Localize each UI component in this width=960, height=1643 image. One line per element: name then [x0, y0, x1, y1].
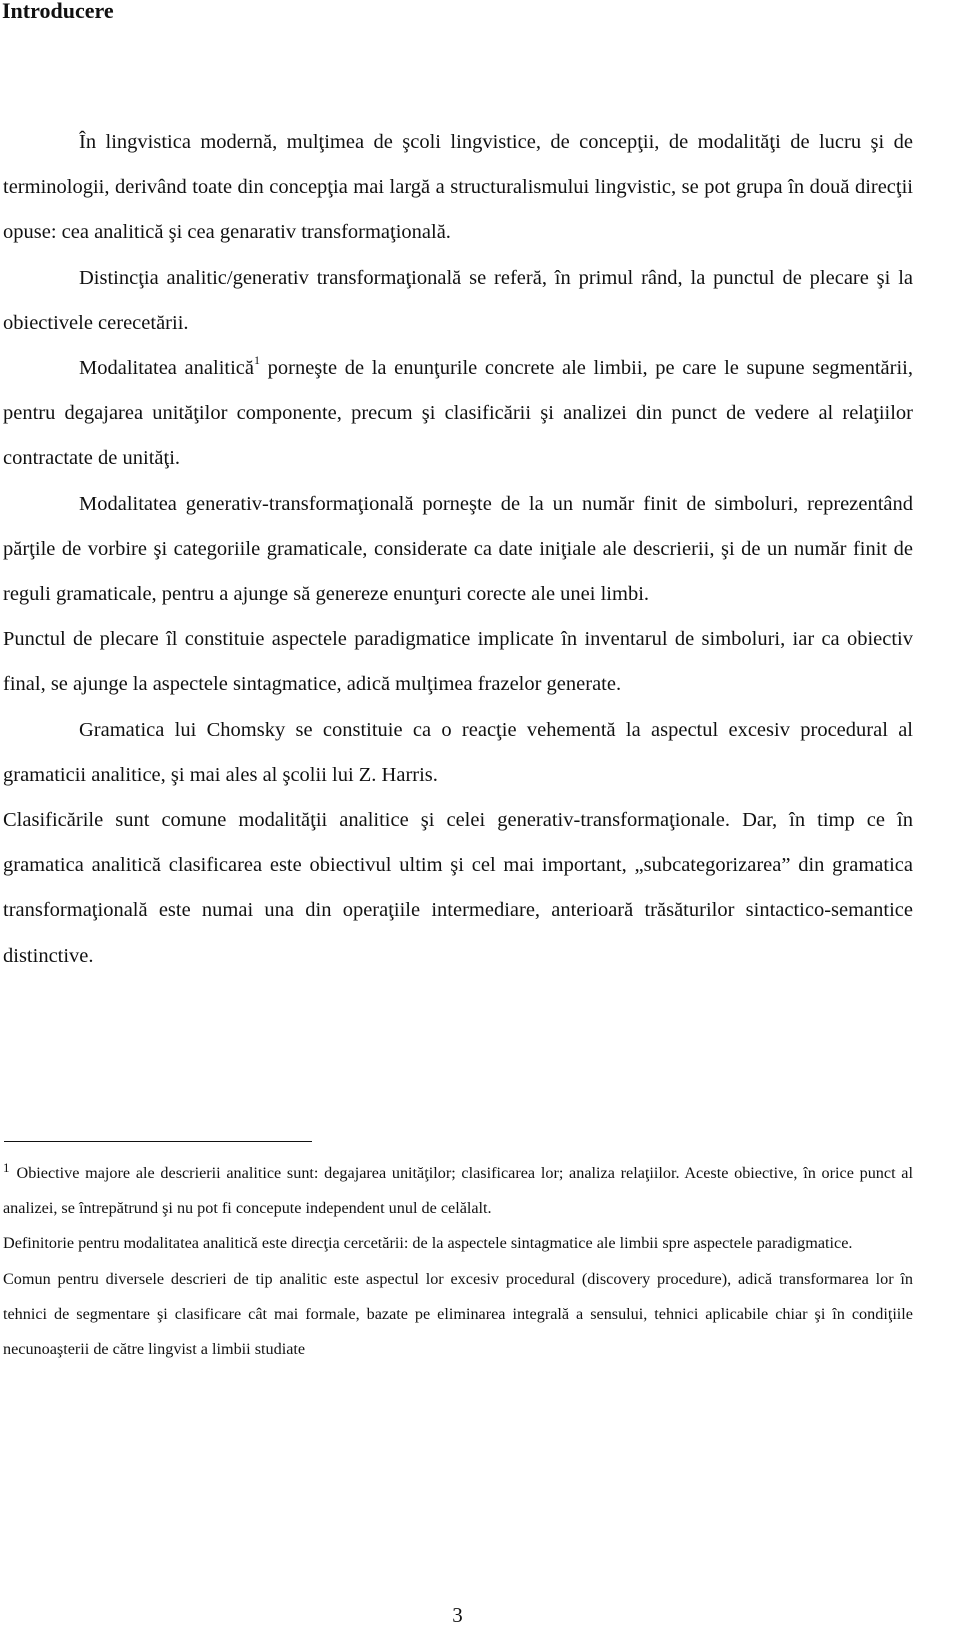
footnote-reference[interactable]: 1 [253, 353, 260, 368]
paragraph-5: Punctul de plecare îl constituie aspectele paradigmatice implicate în inventarul de simboluri, iar ca obiectiv final, se ajunge la aspectele sintagmatice, adică mulţimea frazelor generate. [3, 628, 913, 696]
footnote-1 [3, 1156, 913, 1226]
paragraph-3 [3, 346, 913, 482]
footnote-number: 1 [3, 1159, 10, 1175]
paragraph-2: Distincţia analitic/generativ transformaţională se referă, în primul rând, la punctul de plecare şi la obiectivele cerecetării. [3, 266, 913, 334]
paragraph-7: Clasificările sunt comune modalităţii analitice şi celei generativ-transformaţionale. Dar, în timp ce în gramatica analitică clasificarea este obiectivul ultim şi cel mai important, „subcategorizarea” din gramatica transformaţională este numai una din operaţiile intermediare, anterioară trăsăturilor sintactico-semantice distinctive. [3, 809, 913, 967]
paragraph-3-rest: porneşte de la enunţurile concrete ale limbii, pe care le supune segmentării, pentru degajarea unităţilor componente, precum şi clasificării şi analizei din punct de vedere al relaţiilor contractate de unităţi. [3, 357, 913, 470]
footnote-1-text: Obiective majore ale descrierii analitice sunt: degajarea unităţilor; clasificarea lor; analiza relaţiilor. Aceste obiective, în orice punct al analizei, se întrepătrund şi nu pot fi concepute independent unul de celălalt. [3, 1164, 913, 1218]
body-text [3, 120, 913, 979]
paragraph-3-start: Modalitatea analitică [79, 357, 254, 380]
footnotes [3, 1156, 913, 1367]
paragraph-4: Modalitatea generativ-transformaţională porneşte de la un număr finit de simboluri, reprezentând părţile de vorbire şi categoriile gramaticale, considerate ca date iniţiale ale descrierii, şi de un număr finit de reguli gramaticale, pentru a ajunge să genereze enunţuri corecte ale unei limbi. [3, 492, 913, 606]
footnote-separator [4, 1141, 312, 1142]
footnote-2: Definitorie pentru modalitatea analitică este direcţia cercetării: de la aspectele sintagmatice ale limbii spre aspectele paradigmatice. [3, 1234, 853, 1253]
footnote-3: Comun pentru diversele descrieri de tip analitic este aspectul lor excesiv procedural (discovery procedure), adică transformarea lor în tehnici de segmentare şi clasificare cât mai formale, bazate pe eliminarea integrală a sensului, tehnici aplicabile chiar şi în condiţiile necunoaşterii de către lingvist a limbii studiate [3, 1269, 913, 1359]
paragraph-6: Gramatica lui Chomsky se constituie ca o reacţie vehementă la aspectul excesiv procedural al gramaticii analitice, şi mai ales al şcolii lui Z. Harris. [3, 718, 913, 786]
page-number: 3 [452, 1603, 463, 1627]
page-heading: Introducere [2, 0, 114, 23]
paragraph-1: În lingvistica modernă, mulţimea de şcoli lingvistice, de concepţii, de modalităţi de lucru şi de terminologii, derivând toate din concepţia mai largă a structuralismului lingvistic, se pot grupa în două direcţii opuse: cea analitică şi cea genarativ transformaţională. [3, 131, 913, 244]
